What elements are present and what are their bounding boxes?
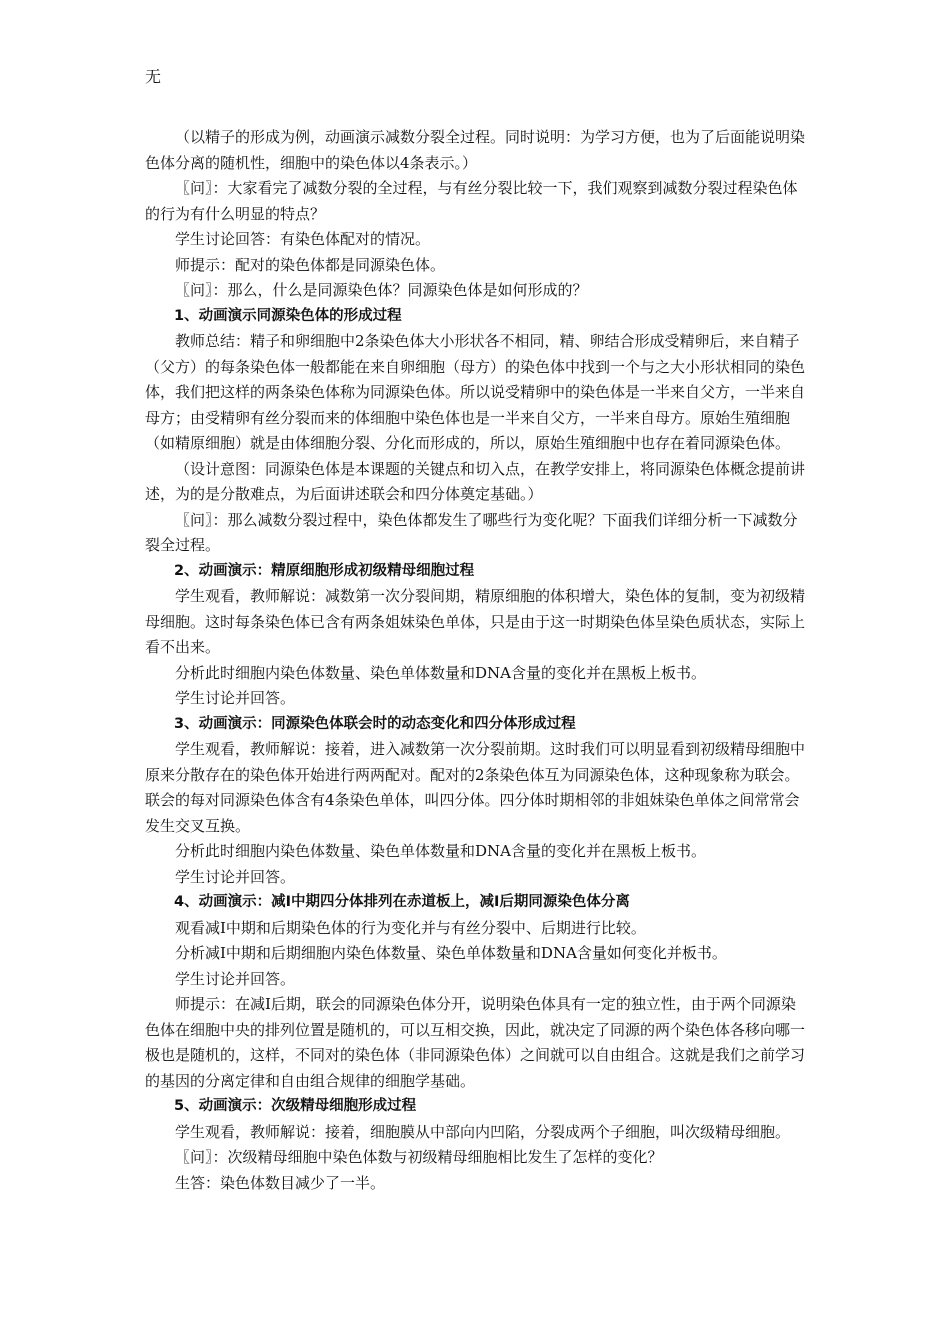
section-heading: 2、动画演示：精原细胞形成初级精母细胞过程 [174,562,475,579]
paragraph: 师提示：在减Ⅰ后期，联会的同源染色体分开，说明染色体具有一定的独立性，由于两个同源染色体在细胞中央的排列位置是随机的，可以互相交换，因此，就决定了同源的两个染色体各移向哪一极也是随机的，这样，不同对的染色体（非同源染色体）之间就可以自由组合。这就是我们之前学习的基因的分离定律和自由组合规律的细胞学基础。 [145,995,806,1090]
paragraph: 师提示：配对的染色体都是同源染色体。 [175,255,446,274]
paragraph: 生答：染色体数目减少了一半。 [175,1173,386,1192]
paragraph: 学生观看，教师解说：减数第一次分裂间期，精原细胞的体积增大，染色体的复制，变为初级精母细胞。这时每条染色体已含有两条姐妹染色单体，只是由于这一时期染色体呈染色质状态，实际上看不出来。 [145,587,806,656]
section-heading: 1、动画演示同源染色体的形成过程 [174,307,402,324]
section-heading: 3、动画演示：同源染色体联会时的动态变化和四分体形成过程 [174,715,576,732]
page-header: 无 [145,67,162,86]
paragraph: 学生讨论并回答。 [175,689,296,707]
paragraph: 〖问〗：大家看完了减数分裂的全过程，与有丝分裂比较一下，我们观察到减数分裂过程染色体的行为有什么明显的特点？ [145,179,798,223]
paragraph: （以精子的形成为例，动画演示减数分裂全过程。同时说明：为学习方便，也为了后面能说明染色体分离的随机性，细胞中的染色体以4条表示。） [145,128,806,172]
paragraph: （设计意图：同源染色体是本课题的关键点和切入点，在教学安排上，将同源染色体概念提前讲述，为的是分散难点，为后面讲述联会和四分体奠定基础。） [145,459,806,503]
paragraph: 〖问〗：那么，什么是同源染色体？同源染色体是如何形成的？ [175,281,588,299]
document-body [145,125,810,1196]
paragraph: 学生观看，教师解说：接着，细胞膜从中部向内凹陷，分裂成两个子细胞，叫次级精母细胞。 [175,1122,791,1141]
section-heading: 5、动画演示：次级精母细胞形成过程 [174,1098,417,1114]
paragraph: 〖问〗：那么减数分裂过程中，染色体都发生了哪些行为变化呢？下面我们详细分析一下减数分裂全过程。 [145,510,798,554]
paragraph: 分析此时细胞内染色体数量、染色单体数量和DNA含量的变化并在黑板上板书。 [175,663,706,682]
paragraph: 观看减Ⅰ中期和后期染色体的行为变化并与有丝分裂中、后期进行比较。 [175,918,646,937]
paragraph: 学生讨论回答：有染色体配对的情况。 [175,230,431,248]
section-heading: 4、动画演示：减Ⅰ中期四分体排列在赤道板上，减Ⅰ后期同源染色体分离 [174,894,630,910]
paragraph: 学生观看，教师解说：接着，进入减数第一次分裂前期。这时我们可以明显看到初级精母细胞中原来分散存在的染色体开始进行两两配对。配对的2条染色体互为同源染色体，这种现象称为联会。联会的每对同源染色体含有4条染色单体，叫四分体。四分体时期相邻的非姐妹染色单体之间常常会发生交叉互换。 [145,740,806,835]
paragraph: 学生讨论并回答。 [175,867,296,886]
paragraph: 教师总结：精子和卵细胞中2条染色体大小形状各不相同，精、卵结合形成受精卵后，来自精子（父方）的每条染色体一般都能在来自卵细胞（母方）的染色体中找到一个与之大小形状相同的染色体，我们把这样的两条染色体称为同源染色体。所以说受精卵中的染色体是一半来自父方，一半来自母方；由受精卵有丝分裂而来的体细胞中染色体也是一半来自父方，一半来自母方。原始生殖细胞（如精原细胞）就是由体细胞分裂、分化而形成的，所以，原始生殖细胞中也存在着同源染色体。 [145,332,806,452]
paragraph: 〖问〗：次级精母细胞中染色体数与初级精母细胞相比发生了怎样的变化？ [175,1148,663,1166]
paragraph: 学生讨论并回答。 [175,969,296,988]
paragraph: 分析此时细胞内染色体数量、染色单体数量和DNA含量的变化并在黑板上板书。 [175,842,706,860]
paragraph: 分析减Ⅰ中期和后期细胞内染色体数量、染色单体数量和DNA含量如何变化并板书。 [175,944,727,962]
